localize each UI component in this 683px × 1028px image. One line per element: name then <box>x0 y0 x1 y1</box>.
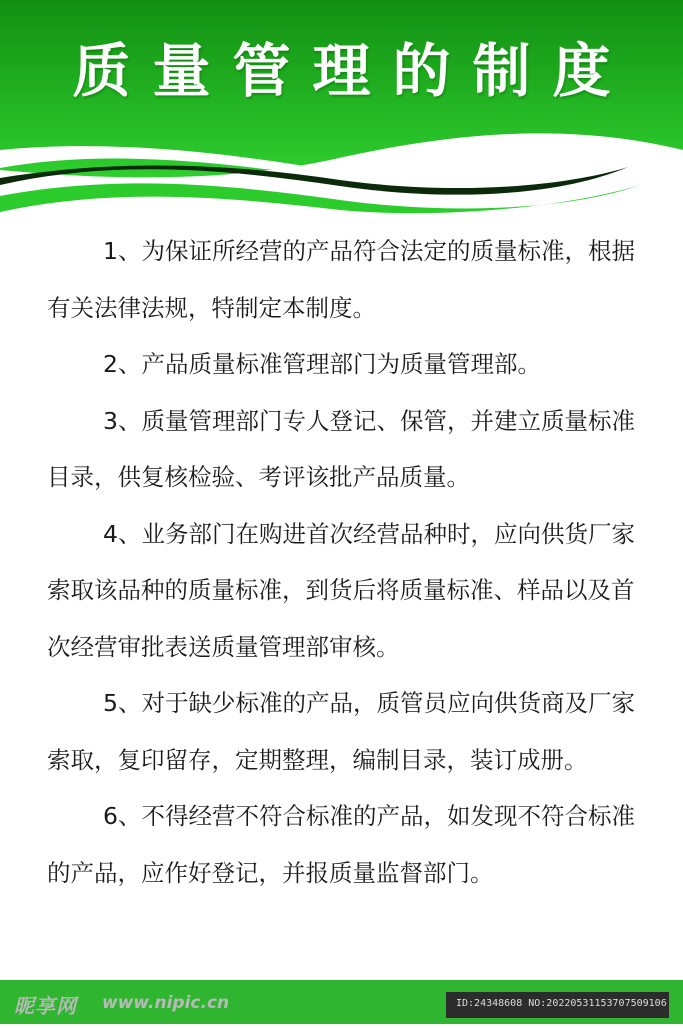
regulation-text <box>47 223 647 901</box>
watermark-logo: 昵享网 <box>14 994 77 1018</box>
paragraph-5: 5、对于缺少标准的产品，质管员应向供货商及厂家索取，复印留存，定期整理，编制目录，装订成册。 <box>47 689 635 774</box>
paragraph-6: 6、不得经营不符合标准的产品，如发现不符合标准的产品，应作好登记，并报质量监督部门。 <box>47 802 635 887</box>
paragraph-1: 1、为保证所经营的产品符合法定的质量标准，根据有关法律法规，特制定本制度。 <box>47 237 635 322</box>
green-wave-background <box>0 0 683 230</box>
paragraph-2: 2、产品质量标准管理部门为质量管理部。 <box>103 350 541 378</box>
header-banner <box>0 0 683 230</box>
page-title: 质量管理的制度 <box>72 37 633 105</box>
watermark-url: www.nipic.cn <box>102 993 230 1013</box>
image-id-text: ID:24348608 NO:20220531153707509106 <box>456 998 667 1009</box>
paragraph-3: 3、质量管理部门专人登记、保管，并建立质量标准目录，供复核检验、考评该批产品质量。 <box>47 406 635 491</box>
paragraph-4: 4、业务部门在购进首次经营品种时，应向供货厂家索取该品种的质量标准，到货后将质量标准、样品以及首次经营审批表送质量管理部审核。 <box>47 519 635 661</box>
